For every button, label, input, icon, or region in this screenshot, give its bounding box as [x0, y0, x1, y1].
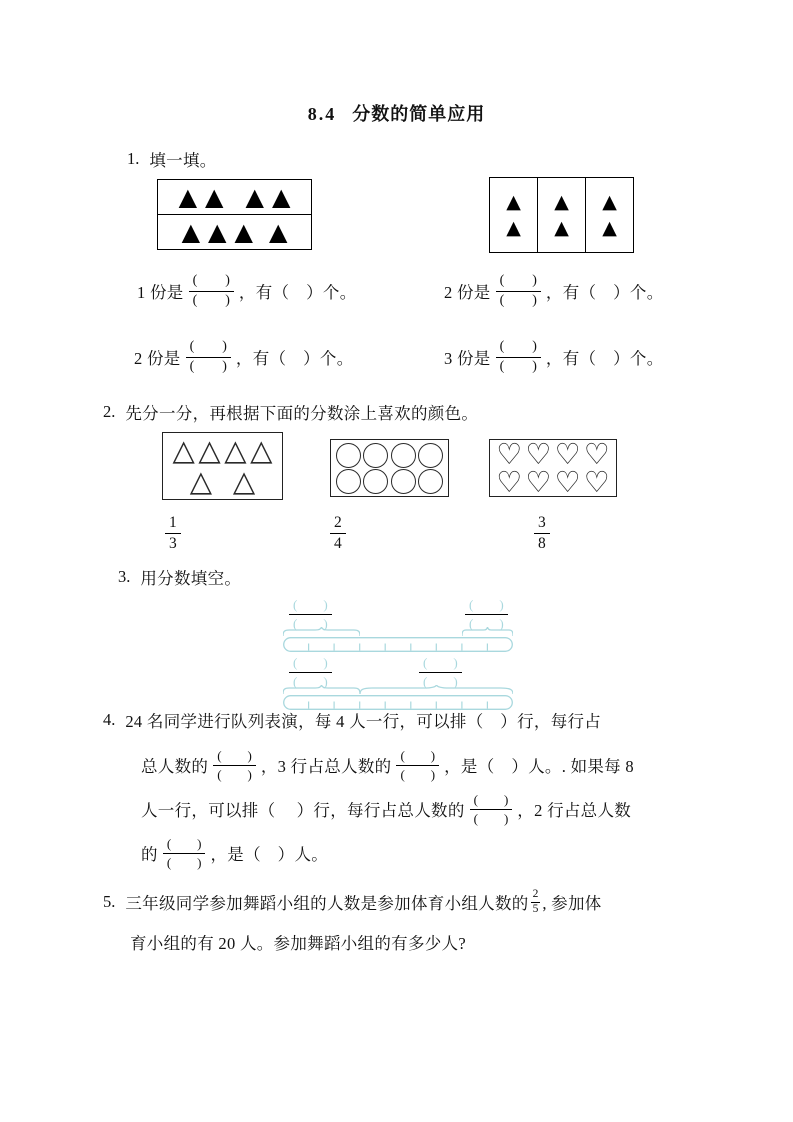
heart-shape: ♡ — [525, 437, 552, 472]
question-3-label — [118, 565, 241, 589]
q5-line-2 — [130, 929, 466, 955]
question-text: 用分数填空。 — [140, 569, 242, 588]
blank-denominator: ( ) — [496, 357, 541, 377]
filled-triangle-shape: ▲ — [205, 183, 224, 211]
question-text: 填一填。 — [149, 151, 217, 170]
blank-numerator: ( ) — [469, 597, 504, 612]
question-number: 3. — [118, 567, 131, 586]
q4-line-3 — [141, 786, 631, 832]
question-text: 的 — [141, 845, 158, 864]
blank-numerator: ( ) — [192, 272, 230, 288]
question-text: ，2 行占总人数 — [517, 801, 632, 820]
blank-fraction — [496, 272, 541, 311]
outline-triangle-shape: △ — [250, 433, 273, 468]
blank-denominator: ( ) — [213, 765, 256, 784]
question-text: 总人数的 — [141, 757, 209, 776]
blank-denominator: ( ) — [186, 357, 231, 377]
question-number: 5. — [103, 892, 116, 911]
q4-line-4 — [141, 830, 328, 876]
blank-numerator: ( ) — [499, 272, 537, 288]
blank-numerator: ( ) — [499, 338, 537, 354]
circle-shape — [391, 469, 416, 494]
fraction-denominator: 5 — [532, 902, 539, 915]
question-text: 育小组的有 20 人。参加舞蹈小组的有多少人? — [130, 934, 466, 953]
triangle-row — [158, 180, 311, 215]
q2-circle-box — [330, 439, 449, 497]
blank-numerator: ( ) — [189, 338, 227, 354]
blank-numerator: ( ) — [400, 747, 436, 763]
filled-triangle-shape: ▲ — [271, 183, 291, 211]
blank-numerator: ( ) — [473, 791, 509, 807]
section-title: 分数的简单应用 — [352, 104, 486, 124]
heart-shape: ♡ — [496, 464, 523, 499]
right-brace — [360, 685, 513, 694]
triangle-cell — [537, 178, 585, 252]
filled-triangle-shape: ▲ — [554, 216, 569, 239]
question-text: , 参加体 — [542, 894, 602, 913]
fraction-numerator: 1 — [169, 514, 177, 531]
right-brace — [462, 627, 513, 636]
question-text: 先分一分，再根据下面的分数涂上喜欢的颜色。 — [125, 404, 479, 423]
blank-denominator: ( ) — [289, 614, 332, 633]
blank-denominator: ( ) — [496, 291, 541, 311]
filled-triangle-shape: ▲ — [178, 183, 198, 211]
fraction-numerator: 2 — [532, 888, 539, 901]
q1-fill-line-4 — [444, 334, 664, 380]
triangle-row — [158, 215, 311, 249]
filled-triangle-shape: ▲ — [506, 216, 521, 239]
question-number: 4. — [103, 710, 116, 729]
q4-line-2 — [141, 742, 634, 788]
fraction-denominator: 8 — [534, 533, 550, 554]
fill-prefix: 2 份是 — [134, 349, 181, 368]
circle-shape — [336, 443, 361, 468]
q2-fraction-2 — [330, 513, 346, 554]
q2-heart-box — [489, 439, 617, 497]
circle-shape — [363, 469, 388, 494]
left-brace — [283, 627, 360, 636]
circle-shape — [418, 443, 443, 468]
heart-shape: ♡ — [554, 464, 581, 499]
outline-triangle-shape: △ — [198, 433, 221, 468]
segmented-bar — [283, 637, 513, 652]
fraction-numerator: 2 — [334, 514, 342, 531]
circle-shape — [363, 443, 388, 468]
fraction-numerator: 3 — [538, 514, 546, 531]
fraction-denominator: 4 — [330, 533, 346, 554]
question-text: ，是（ ）人。 — [210, 845, 329, 864]
question-number: 1. — [127, 149, 140, 168]
blank-denominator: ( ) — [419, 672, 462, 691]
blank-numerator: ( ) — [293, 597, 328, 612]
filled-triangle-shape: ▲ — [554, 190, 569, 213]
page-title — [0, 100, 793, 126]
outline-triangle-shape: △ — [172, 433, 195, 468]
triangle-cell — [490, 178, 537, 252]
fill-suffix: ，有（ ）个。 — [545, 349, 664, 368]
blank-fraction — [189, 272, 234, 311]
circle-shape — [336, 469, 361, 494]
question-1-label — [127, 147, 217, 171]
q2-fraction-1 — [165, 513, 181, 554]
q2-triangle-box — [162, 432, 283, 500]
filled-triangle-shape: ▲ — [234, 218, 253, 246]
triangle-cell — [585, 178, 633, 252]
q1-left-triangle-box — [157, 179, 312, 250]
blank-fraction — [496, 338, 541, 377]
blank-fraction — [396, 747, 439, 783]
heart-shape: ♡ — [583, 464, 610, 499]
heart-shape: ♡ — [554, 437, 581, 472]
q1-fill-line-3 — [444, 268, 664, 314]
q4-line-1 — [103, 707, 601, 733]
fill-suffix: ，有（ ）个。 — [235, 349, 354, 368]
question-2-label — [103, 400, 478, 424]
filled-triangle-shape: ▲ — [268, 218, 288, 246]
filled-triangle-shape: ▲ — [506, 190, 521, 213]
filled-triangle-shape: ▲ — [602, 190, 617, 213]
blank-fraction — [213, 747, 256, 783]
fill-suffix: ，有（ ）个。 — [238, 283, 357, 302]
outline-triangle-shape: △ — [189, 463, 213, 498]
q5-line-1 — [103, 886, 602, 918]
filled-triangle-shape: ▲ — [602, 216, 617, 239]
blank-fraction — [186, 338, 231, 377]
fill-prefix: 1 份是 — [137, 283, 184, 302]
question-text: 三年级同学参加舞蹈小组的人数是参加体育小组人数的 — [125, 894, 529, 913]
question-text: ，3 行占总人数的 — [260, 757, 392, 776]
q1-right-triangle-box — [489, 177, 634, 253]
blank-denominator: ( ) — [470, 809, 513, 828]
fill-prefix: 3 份是 — [444, 349, 491, 368]
question-number: 2. — [103, 402, 116, 421]
filled-triangle-shape: ▲ — [245, 183, 264, 211]
heart-shape: ♡ — [583, 437, 610, 472]
filled-triangle-shape: ▲ — [181, 218, 201, 246]
blank-denominator: ( ) — [189, 291, 234, 311]
inline-fraction — [531, 888, 541, 915]
q3-bar-diagrams — [270, 596, 532, 714]
circle-shape — [418, 469, 443, 494]
blank-fraction — [163, 835, 206, 871]
blank-numerator: ( ) — [217, 747, 252, 763]
blank-numerator: ( ) — [423, 655, 458, 670]
blank-denominator: ( ) — [163, 853, 206, 872]
blank-numerator: ( ) — [166, 835, 202, 851]
q2-fraction-3 — [534, 513, 550, 554]
outline-triangle-shape: △ — [224, 433, 247, 468]
blank-denominator: ( ) — [465, 614, 508, 633]
question-text: 24 名同学进行队列表演，每 4 人一行，可以排（ ）行，每行占 — [125, 712, 602, 731]
section-number: 8.4 — [307, 104, 337, 124]
circle-shape — [391, 443, 416, 468]
q1-fill-line-2 — [134, 334, 354, 380]
fraction-denominator: 3 — [165, 533, 181, 554]
q1-fill-line-1 — [137, 268, 357, 314]
outline-triangle-shape: △ — [232, 463, 256, 498]
heart-shape: ♡ — [496, 437, 523, 472]
blank-numerator: ( ) — [293, 655, 328, 670]
fill-suffix: ，有（ ）个。 — [545, 283, 664, 302]
heart-shape: ♡ — [525, 464, 552, 499]
left-brace — [283, 685, 360, 694]
blank-denominator: ( ) — [289, 672, 332, 691]
filled-triangle-shape: ▲ — [208, 218, 227, 246]
blank-denominator: ( ) — [396, 765, 439, 784]
question-text: ，是（ ）人。. 如果每 8 — [444, 757, 634, 776]
blank-fraction — [470, 791, 513, 827]
fill-prefix: 2 份是 — [444, 283, 491, 302]
question-text: 人一行，可以排（ ）行，每行占总人数的 — [141, 801, 465, 820]
